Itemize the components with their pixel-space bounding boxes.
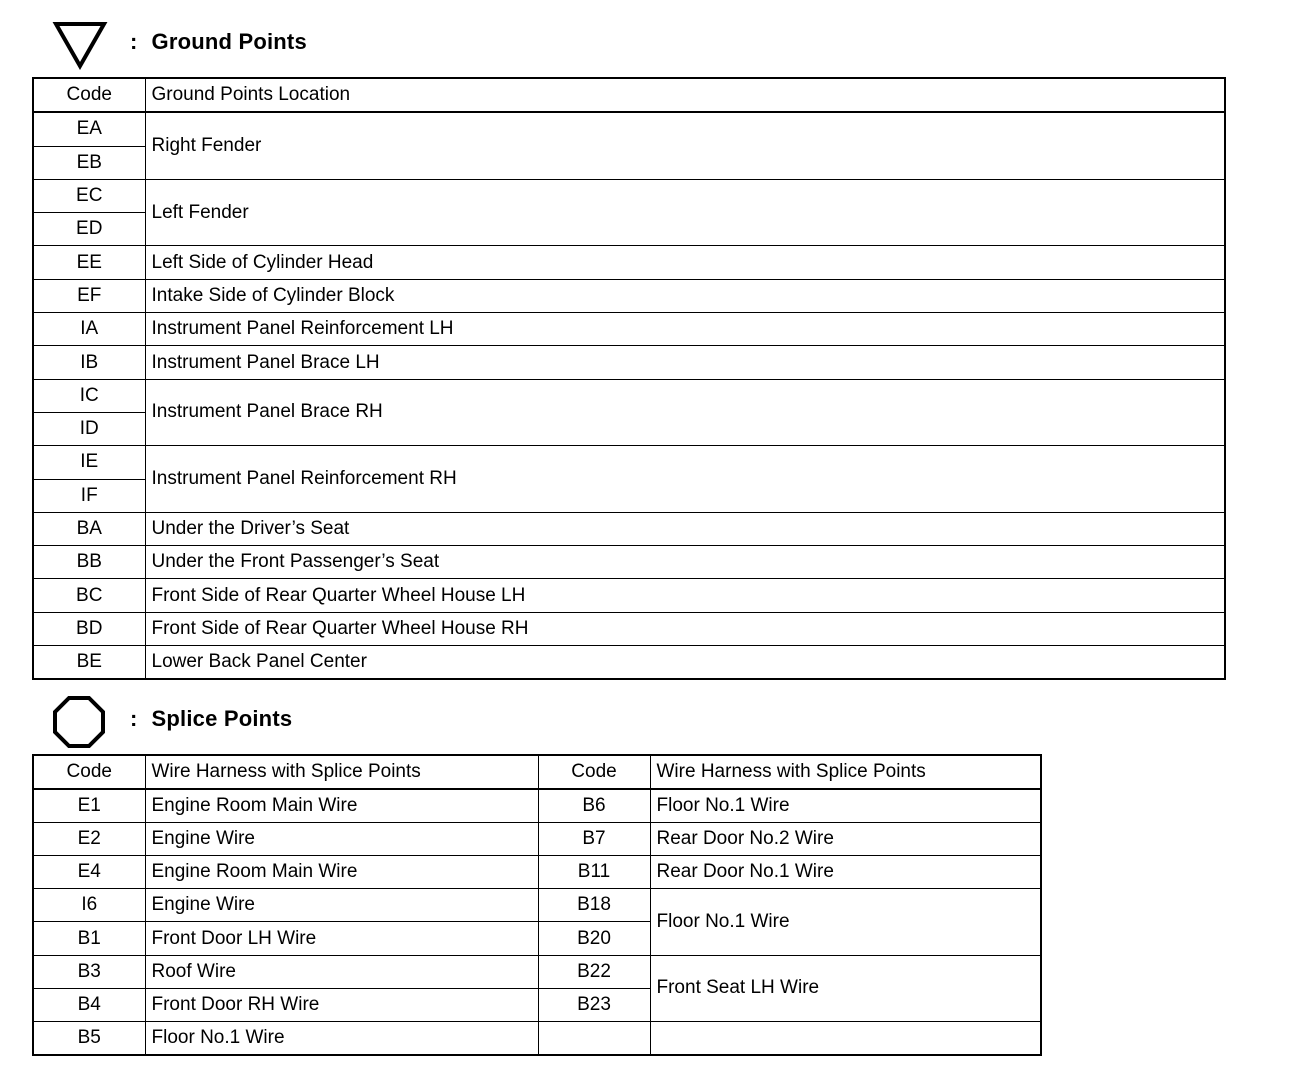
ground-points-table xyxy=(32,77,1226,680)
column-header-code: Code xyxy=(33,78,145,112)
column-header-harness-2: Wire Harness with Splice Points xyxy=(650,755,1041,789)
harness-cell: Engine Wire xyxy=(145,823,538,856)
code-cell: B18 xyxy=(538,889,650,922)
table-header-row xyxy=(33,755,1041,789)
code-cell: IF xyxy=(33,479,145,512)
location-cell: Intake Side of Cylinder Block xyxy=(145,279,1225,312)
column-header-location: Ground Points Location xyxy=(145,78,1225,112)
code-cell: IB xyxy=(33,346,145,379)
location-cell: Front Side of Rear Quarter Wheel House LH xyxy=(145,579,1225,612)
heading-text: Ground Points xyxy=(151,29,307,54)
code-cell: I6 xyxy=(33,889,145,922)
table-row xyxy=(33,313,1225,346)
location-cell: Under the Front Passenger’s Seat xyxy=(145,546,1225,579)
harness-cell: Rear Door No.2 Wire xyxy=(650,823,1041,856)
heading-colon: : xyxy=(130,29,138,54)
table-row xyxy=(33,823,1041,856)
octagon-icon xyxy=(52,695,106,749)
table-row xyxy=(33,646,1225,680)
table-row xyxy=(33,546,1225,579)
table-row xyxy=(33,379,1225,412)
code-cell: E2 xyxy=(33,823,145,856)
table-row xyxy=(33,112,1225,146)
table-row xyxy=(33,179,1225,212)
harness-cell: Roof Wire xyxy=(145,955,538,988)
harness-cell: Engine Room Main Wire xyxy=(145,789,538,823)
column-header-code-2: Code xyxy=(538,755,650,789)
table-row xyxy=(33,789,1041,823)
location-cell: Instrument Panel Brace RH xyxy=(145,379,1225,446)
code-cell: BB xyxy=(33,546,145,579)
code-cell: B23 xyxy=(538,988,650,1021)
table-row xyxy=(33,512,1225,545)
code-cell: B11 xyxy=(538,856,650,889)
location-cell: Under the Driver’s Seat xyxy=(145,512,1225,545)
ground-points-heading xyxy=(130,29,307,55)
table-row xyxy=(33,279,1225,312)
table-row xyxy=(33,246,1225,279)
code-cell: EE xyxy=(33,246,145,279)
code-cell: IA xyxy=(33,313,145,346)
harness-cell: Front Seat LH Wire xyxy=(650,955,1041,1021)
code-cell: B5 xyxy=(33,1021,145,1055)
splice-points-table xyxy=(32,754,1042,1056)
harness-cell: Engine Wire xyxy=(145,889,538,922)
code-cell: B3 xyxy=(33,955,145,988)
code-cell: ED xyxy=(33,213,145,246)
empty-cell xyxy=(650,1021,1041,1055)
table-row xyxy=(33,889,1041,922)
table-row xyxy=(33,612,1225,645)
harness-cell: Floor No.1 Wire xyxy=(145,1021,538,1055)
code-cell: B7 xyxy=(538,823,650,856)
code-cell: BD xyxy=(33,612,145,645)
harness-cell: Front Door LH Wire xyxy=(145,922,538,955)
column-header-harness: Wire Harness with Splice Points xyxy=(145,755,538,789)
code-cell: E4 xyxy=(33,856,145,889)
harness-cell: Floor No.1 Wire xyxy=(650,789,1041,823)
splice-points-heading xyxy=(130,706,292,732)
table-row xyxy=(33,579,1225,612)
location-cell: Lower Back Panel Center xyxy=(145,646,1225,680)
code-cell: EC xyxy=(33,179,145,212)
table-row xyxy=(33,446,1225,479)
empty-cell xyxy=(538,1021,650,1055)
down-triangle-icon xyxy=(52,20,108,70)
harness-cell: Floor No.1 Wire xyxy=(650,889,1041,955)
harness-cell: Rear Door No.1 Wire xyxy=(650,856,1041,889)
column-header-code: Code xyxy=(33,755,145,789)
heading-colon: : xyxy=(130,706,138,731)
code-cell: IC xyxy=(33,379,145,412)
harness-cell: Front Door RH Wire xyxy=(145,988,538,1021)
code-cell: E1 xyxy=(33,789,145,823)
table-row xyxy=(33,346,1225,379)
location-cell: Left Fender xyxy=(145,179,1225,246)
code-cell: B1 xyxy=(33,922,145,955)
table-header-row xyxy=(33,78,1225,112)
location-cell: Right Fender xyxy=(145,112,1225,179)
location-cell: Instrument Panel Brace LH xyxy=(145,346,1225,379)
table-row xyxy=(33,856,1041,889)
heading-text: Splice Points xyxy=(151,706,293,731)
location-cell: Instrument Panel Reinforcement LH xyxy=(145,313,1225,346)
code-cell: B6 xyxy=(538,789,650,823)
table-row xyxy=(33,1021,1041,1055)
code-cell: EA xyxy=(33,112,145,146)
code-cell: B22 xyxy=(538,955,650,988)
code-cell: B20 xyxy=(538,922,650,955)
code-cell: ID xyxy=(33,412,145,445)
code-cell: B4 xyxy=(33,988,145,1021)
code-cell: BE xyxy=(33,646,145,680)
location-cell: Instrument Panel Reinforcement RH xyxy=(145,446,1225,513)
code-cell: EF xyxy=(33,279,145,312)
code-cell: IE xyxy=(33,446,145,479)
code-cell: BA xyxy=(33,512,145,545)
code-cell: EB xyxy=(33,146,145,179)
location-cell: Front Side of Rear Quarter Wheel House RH xyxy=(145,612,1225,645)
harness-cell: Engine Room Main Wire xyxy=(145,856,538,889)
location-cell: Left Side of Cylinder Head xyxy=(145,246,1225,279)
code-cell: BC xyxy=(33,579,145,612)
table-row xyxy=(33,955,1041,988)
